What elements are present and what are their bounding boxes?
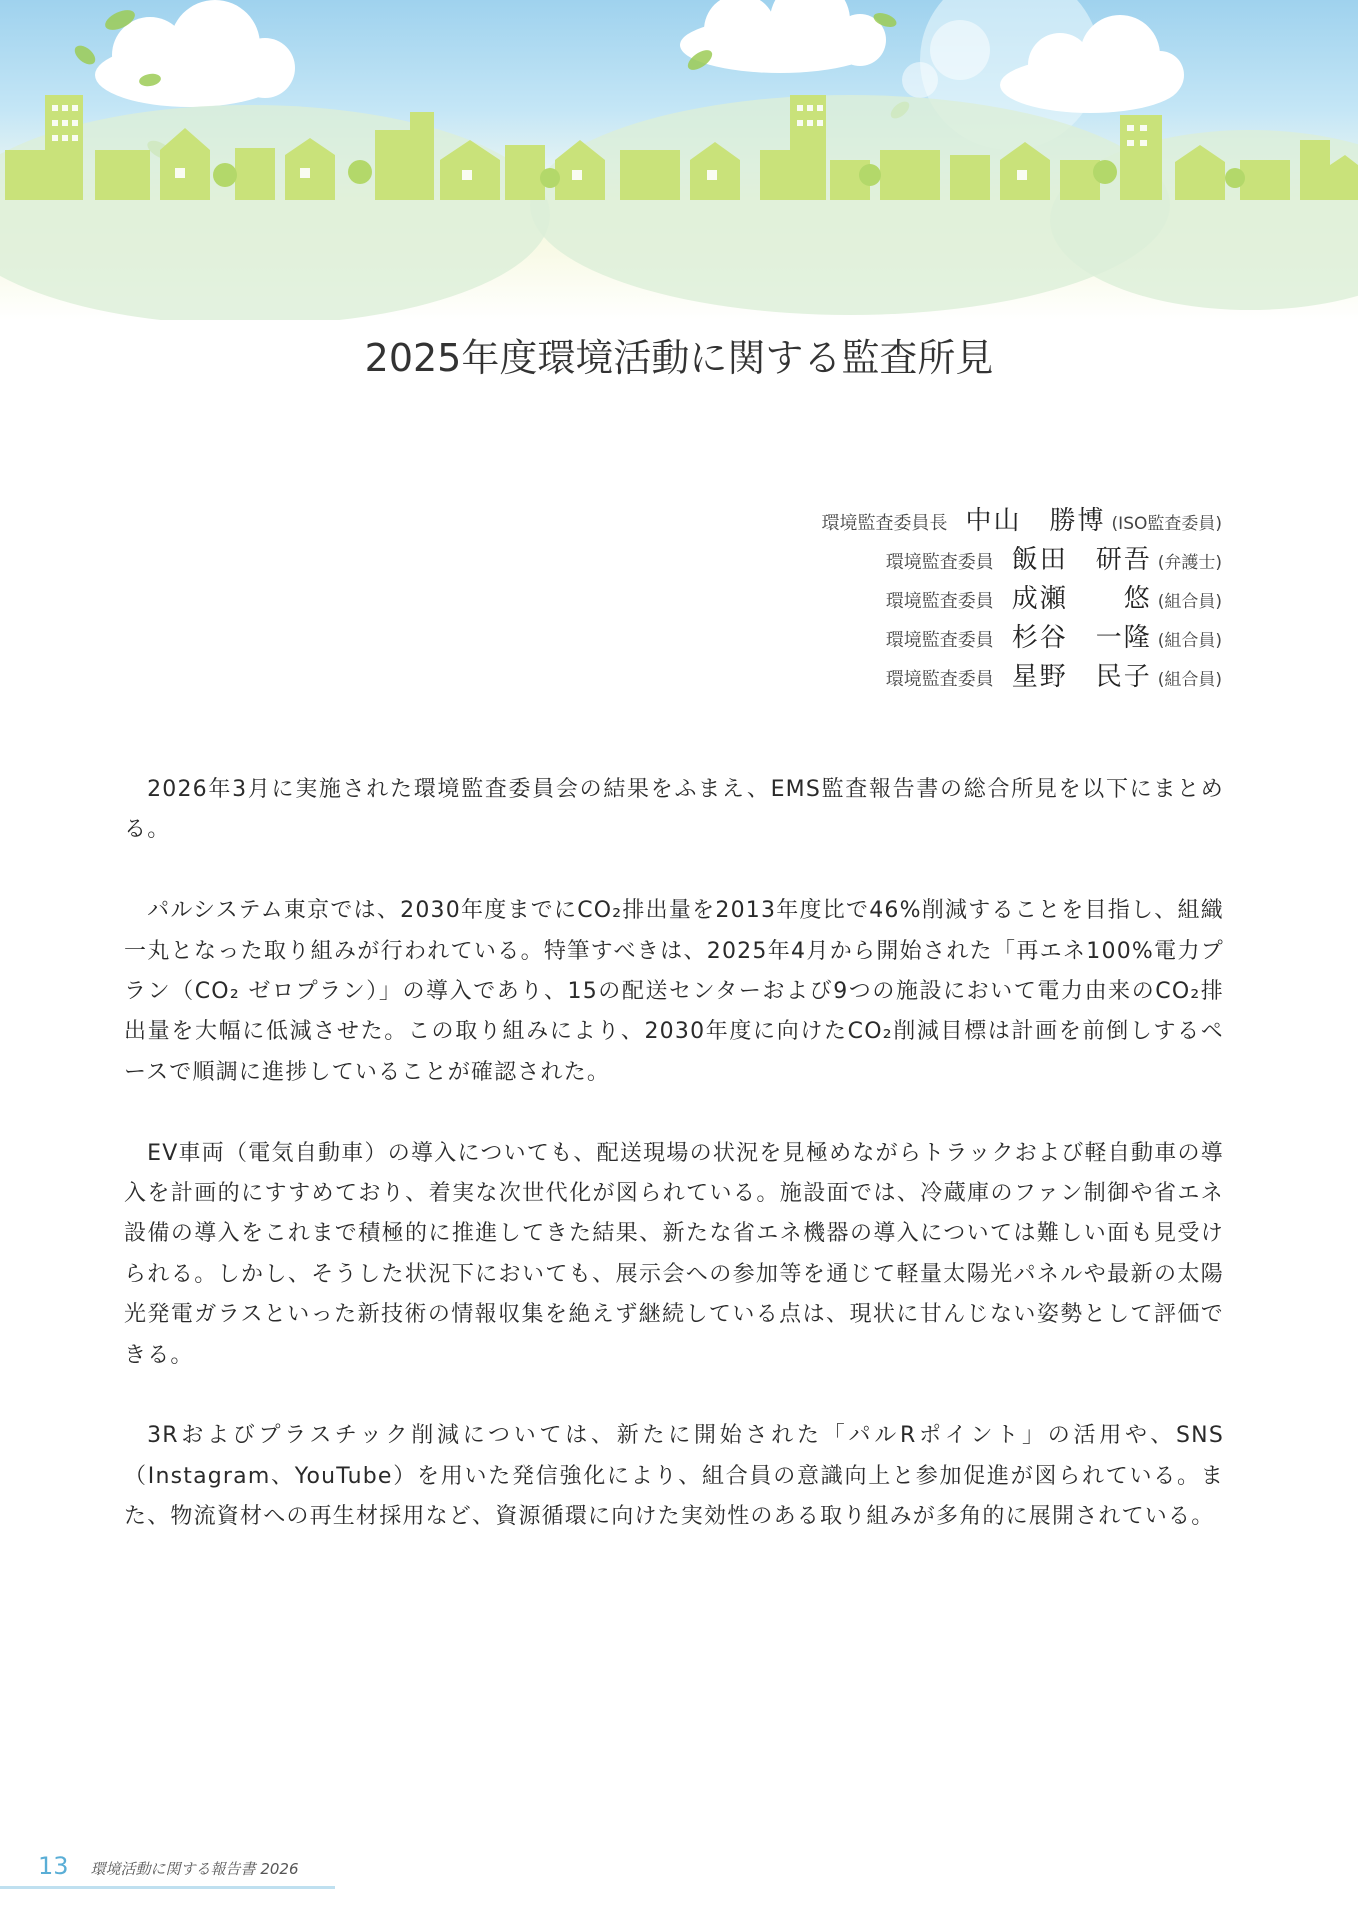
auditor-list — [522, 500, 1222, 695]
auditor-affiliation: (組合員) — [1157, 670, 1222, 690]
auditor-affiliation: (弁護士) — [1157, 553, 1222, 573]
auditor-role: 環境監査委員 — [885, 552, 994, 573]
page-footer — [38, 1852, 299, 1880]
auditor-name: 飯田 研吾 — [1011, 545, 1152, 575]
auditor-entry — [522, 656, 1222, 695]
footer-divider — [0, 1886, 335, 1889]
auditor-name: 杉谷 一隆 — [1011, 623, 1152, 653]
body-paragraph-3r: 3Rおよびプラスチック削減については、新たに開始された「パルRポイント」の活用や、SNS（Instagram、YouTube）を用いた発信強化により、組合員の意識向上と参加促進が図られている。また、物流資材への再生材採用など、資源循環に向けた実効性のある取り組みが多角的に展開されている。 — [124, 1423, 1224, 1530]
body-paragraph-co2: パルシステム東京では、2030年度までにCO₂排出量を2013年度比で46%削減することを目指し、組織一丸となった取り組みが行われている。特筆すべきは、2025年4月から開始された「再エネ100%電力プラン（CO₂ ゼロプラン）」の導入であり、15の配送センターおよび9つの施設において電力由来のCO₂排出量を大幅に低減させた。この取り組みにより、2030年度に向けたCO₂削減目標は計画を前倒しするペースで順調に進捗していることが確認された。 — [124, 898, 1224, 1085]
auditor-entry — [522, 539, 1222, 578]
city-illustration — [0, 0, 1358, 320]
auditor-entry — [522, 578, 1222, 617]
page-title: 2025年度環境活動に関する監査所見 — [364, 336, 994, 381]
audit-findings-body — [124, 770, 1224, 1578]
auditor-role: 環境監査委員 — [885, 669, 994, 690]
auditor-name: 成瀬 悠 — [1011, 584, 1152, 614]
auditor-affiliation: (ISO監査委員) — [1111, 514, 1222, 534]
header-banner — [0, 0, 1358, 320]
auditor-affiliation: (組合員) — [1157, 592, 1222, 612]
page-number: 13 — [38, 1852, 69, 1880]
auditor-entry — [522, 617, 1222, 656]
body-paragraph-intro: 2026年3月に実施された環境監査委員会の結果をふまえ、EMS監査報告書の総合所見を以下にまとめる。 — [124, 777, 1224, 843]
auditor-role: 環境監査委員 — [885, 630, 994, 651]
auditor-role: 環境監査委員 — [885, 591, 994, 612]
auditor-role: 環境監査委員長 — [821, 513, 948, 534]
auditor-entry — [522, 500, 1222, 539]
report-name: 環境活動に関する報告書 2026 — [90, 1860, 299, 1878]
body-paragraph-ev: EV車両（電気自動車）の導入についても、配送現場の状況を見極めながらトラックおよび軽自動車の導入を計画的にすすめており、着実な次世代化が図られている。施設面では、冷蔵庫のファン制御や省エネ設備の導入をこれまで積極的に推進してきた結果、新たな省エネ機器の導入については難しい面も見受けられる。しかし、そうした状況下においても、展示会への参加等を通じて軽量太陽光パネルや最新の太陽光発電ガラスといった新技術の情報収集を絶えず継続している点は、現状に甘んじない姿勢として評価できる。 — [124, 1140, 1224, 1368]
auditor-affiliation: (組合員) — [1157, 631, 1222, 651]
auditor-name: 星野 民子 — [1011, 662, 1152, 692]
auditor-name: 中山 勝博 — [965, 506, 1106, 536]
